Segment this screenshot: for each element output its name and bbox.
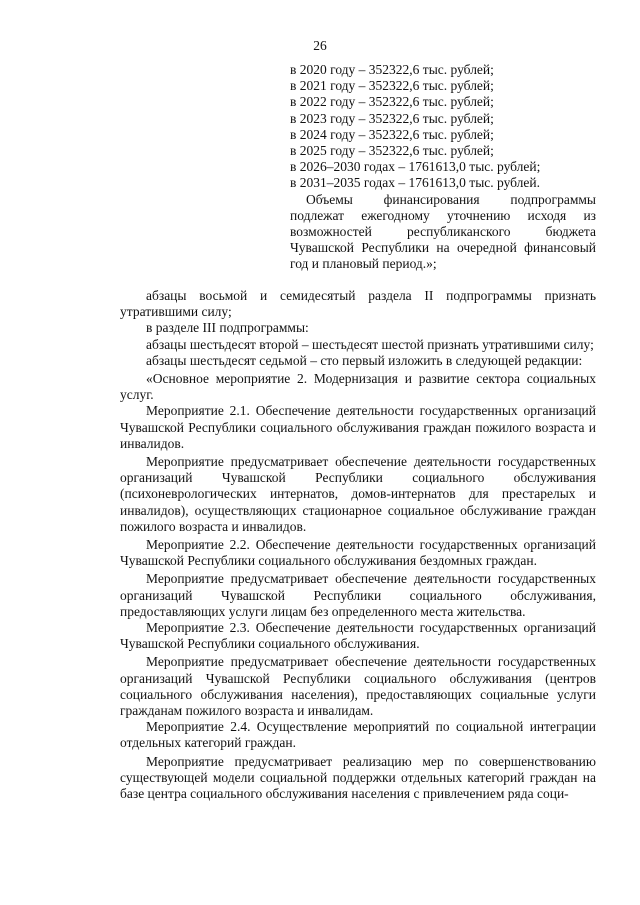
paragraph: Мероприятие предусматривает обеспечение деятельности государственных организаций Чувашской Республики социального обслуживания, предоставляющих услуги лицам без определенного места жительства. [120,571,596,619]
paragraph: Мероприятие 2.2. Обеспечение деятельности государственных организаций Чувашской Республики социального обслуживания бездомных граждан. [120,537,596,569]
paragraph: абзацы шестьдесят второй – шестьдесят шестой признать утратившими силу; [146,336,594,352]
paragraph: Мероприятие предусматривает реализацию мер по совершенствованию существующей модели социальной поддержки отдельных категорий граждан на базе центра социального обслуживания населения с привлечением ряда соци- [120,753,596,802]
funding-line-2024: в 2024 году – 352322,6 тыс. рублей; [290,126,494,142]
funding-line-2026-2030: в 2026–2030 годах – 1761613,0 тыс. рублей; [290,159,541,175]
page-number: 26 [313,38,327,53]
funding-volumes-block [290,62,596,273]
paragraph: абзацы восьмой и семидесятый раздела II подпрограммы признать утратившими силу; [120,288,596,320]
funding-line-2022: в 2022 году – 352322,6 тыс. рублей; [290,94,494,110]
funding-line-2023: в 2023 году – 352322,6 тыс. рублей; [290,110,494,126]
paragraph: абзацы шестьдесят седьмой – сто первый изложить в следующей редакции: [146,352,583,368]
funding-line-2020: в 2020 году – 352322,6 тыс. рублей; [290,62,494,77]
paragraph: Мероприятие предусматривает обеспечение деятельности государственных организаций Чувашской Республики социального обслуживания (психоневрологических интернатов, домов-интернатов для престарелых и инвалидов), осуществляющих стационарное социальное обслуживание граждан пожилого возраста и инвалидов. [120,454,596,534]
funding-note: Объемы финансирования подпрограммы подлежат ежегодному уточнению исходя из возможностей республиканского бюджета Чувашской Республики на очередной финансовый год и плановый период.»; [290,191,596,272]
paragraph: Мероприятие 2.3. Обеспечение деятельности государственных организаций Чувашской Республики социального обслуживания. [120,620,596,652]
funding-line-2021: в 2021 году – 352322,6 тыс. рублей; [290,78,494,94]
funding-line-2031-2035: в 2031–2035 годах – 1761613,0 тыс. рублей. [290,175,541,191]
document-body [120,288,596,802]
paragraph: Мероприятие 2.4. Осуществление мероприятий по социальной интеграции отдельных категорий граждан. [120,719,596,751]
paragraph: Мероприятие предусматривает обеспечение деятельности государственных организаций Чувашской Республики социального обслуживания (центров социального обслуживания населения), предоставляющих социальные услуги гражданам пожилого возраста и инвалидам. [120,654,596,719]
paragraph: Мероприятие 2.1. Обеспечение деятельности государственных организаций Чувашской Республики социального обслуживания граждан пожилого возраста и инвалидов. [120,403,596,451]
paragraph: в разделе III подпрограммы: [146,320,309,336]
funding-line-2025: в 2025 году – 352322,6 тыс. рублей; [290,143,494,159]
paragraph: «Основное мероприятие 2. Модернизация и развитие сектора социальных услуг. [120,371,596,403]
